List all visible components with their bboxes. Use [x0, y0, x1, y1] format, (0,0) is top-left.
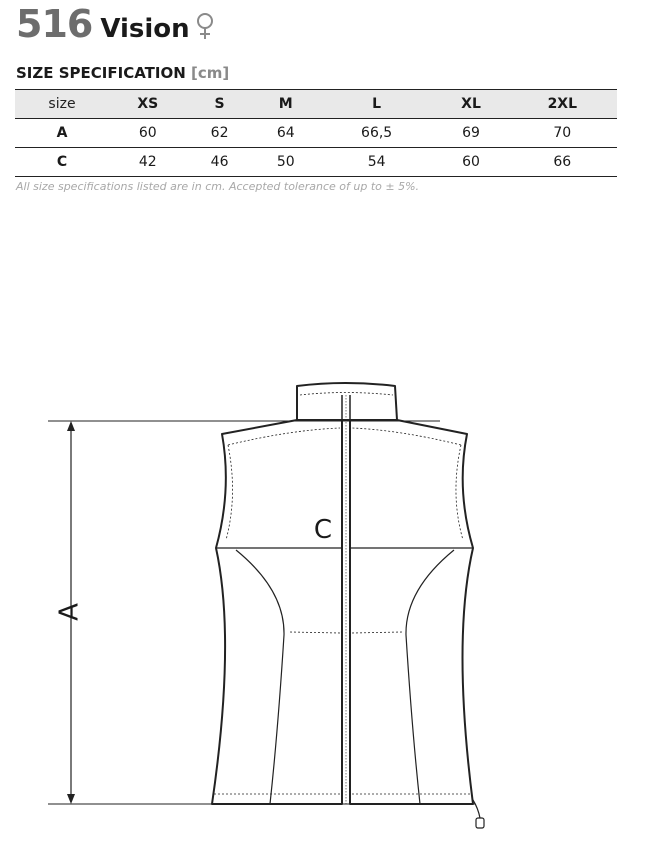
female-symbol-icon	[194, 12, 216, 40]
vest-diagram	[0, 370, 645, 840]
column-header: XL	[461, 96, 481, 112]
column-header: size	[48, 96, 76, 112]
section-title-text: SIZE SPECIFICATION	[16, 64, 186, 82]
table-header-row	[15, 90, 617, 119]
table-cell: 54	[367, 154, 386, 170]
size-specification-table	[15, 89, 617, 177]
table-cell: 42	[138, 154, 157, 170]
column-header: L	[372, 96, 382, 112]
table-cell: 64	[276, 125, 295, 141]
row-header: C	[56, 154, 68, 170]
model-name: Vision	[100, 14, 190, 44]
table-cell: 62	[210, 125, 229, 141]
table-row	[15, 148, 617, 177]
column-header: 2XL	[547, 96, 578, 112]
table-cell: 66	[553, 154, 572, 170]
table-cell: 50	[276, 154, 295, 170]
column-header: S	[214, 96, 225, 112]
model-number: 516	[16, 2, 93, 46]
column-header: XS	[137, 96, 159, 112]
dimension-c-label: C	[313, 515, 333, 545]
table-cell: 69	[462, 125, 480, 141]
section-unit: [cm]	[191, 64, 230, 82]
dimension-a-label: A	[54, 603, 85, 621]
table-row	[15, 119, 617, 148]
table-cell: 66,5	[361, 125, 393, 141]
table-cell: 70	[553, 125, 572, 141]
vest-outline	[212, 383, 484, 828]
tolerance-note: All size specifications listed are in cm. Accepted tolerance of up to ± 5%.	[16, 180, 420, 193]
table-cell: 46	[210, 154, 229, 170]
row-header: A	[56, 125, 68, 141]
column-header: M	[278, 96, 293, 112]
product-header	[16, 2, 216, 46]
section-title	[16, 64, 229, 82]
table-cell: 60	[138, 125, 157, 141]
table-cell: 60	[462, 154, 480, 170]
dimension-a	[48, 421, 475, 804]
